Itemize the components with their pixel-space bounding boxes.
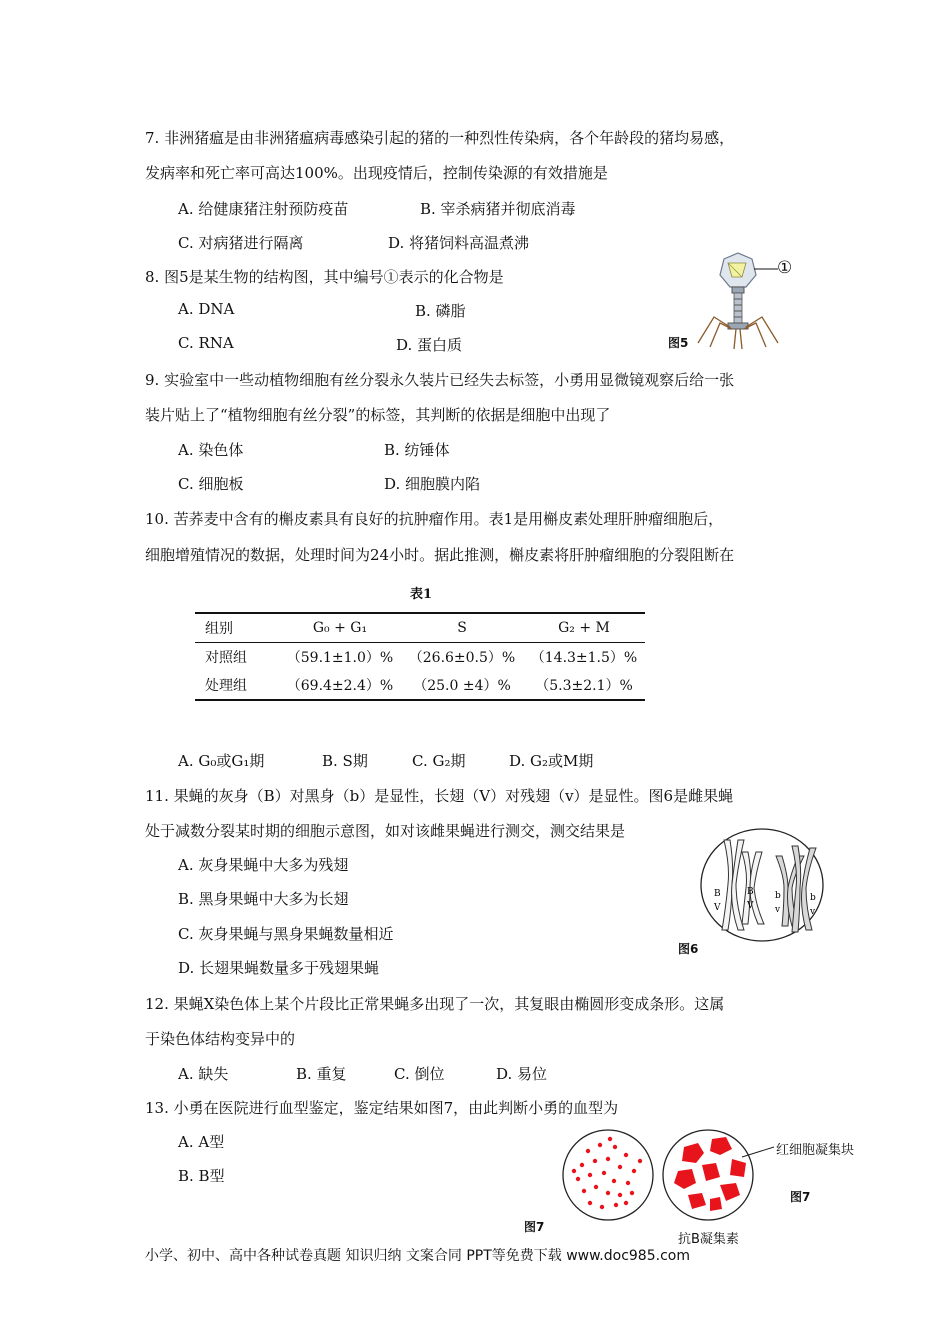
q9-stem-line2: 装片贴上了“植物细胞有丝分裂”的标签，其判断的依据是细胞中出现了: [145, 406, 611, 424]
q12-option-c: C. 倒位: [394, 1065, 445, 1083]
gene-label: b: [775, 891, 781, 901]
q13-stem: 13. 小勇在医院进行血型鉴定，鉴定结果如图7，由此判断小勇的血型为: [145, 1099, 619, 1117]
q8-option-d: D. 蛋白质: [396, 336, 463, 354]
q11-option-a: A. 灰身果蝇中大多为残翅: [178, 856, 349, 874]
q8-option-c: C. RNA: [178, 334, 234, 352]
q7-option-d: D. 将猪饲料高温煮沸: [388, 234, 530, 252]
table-cell: （5.3±2.1）%: [523, 671, 645, 700]
q9-option-d: D. 细胞膜内陷: [384, 475, 481, 493]
q10-option-c: C. G₂期: [412, 752, 466, 770]
q9-option-c: C. 细胞板: [178, 475, 244, 493]
q13-option-a: A. A型: [178, 1133, 225, 1151]
gene-label: B: [714, 889, 721, 899]
table-cell: 对照组: [205, 650, 247, 666]
q11-option-b: B. 黑身果蝇中大多为长翅: [178, 890, 349, 908]
q7-option-c: C. 对病猪进行隔离: [178, 234, 304, 252]
q7-option-a: A. 给健康猪注射预防疫苗: [178, 200, 349, 218]
table-header-cell: 组别: [195, 613, 279, 643]
table-header-row: [195, 613, 645, 643]
figure-7-label-left: 图7: [524, 1220, 545, 1234]
table-cell: （59.1±1.0）%: [286, 650, 394, 666]
cell-figure: [698, 826, 826, 944]
table-cell: （14.3±1.5）%: [530, 650, 638, 666]
q9-option-a: A. 染色体: [178, 441, 244, 459]
gene-label: v: [775, 905, 781, 915]
q11-option-c: C. 灰身果蝇与黑身果蝇数量相近: [178, 925, 394, 943]
gene-label: v: [810, 907, 816, 917]
table-row: [195, 643, 645, 672]
q12-stem-line2: 于染色体结构变异中的: [145, 1030, 296, 1048]
q10-option-b: B. S期: [322, 752, 368, 770]
q7-stem-line2: 发病率和死亡率可高达100%。出现疫情后，控制传染源的有效措施是: [145, 164, 608, 182]
gene-label: B: [747, 887, 754, 897]
table-1-title: 表1: [410, 587, 433, 602]
table-cell: （69.4±2.4）%: [279, 671, 401, 700]
table-header-cell: S: [401, 613, 523, 643]
table-header-cell: G₀ + G₁: [279, 613, 401, 643]
q11-option-d: D. 长翅果蝇数量多于残翅果蝇: [178, 959, 380, 977]
table-header-cell: G₂ + M: [523, 613, 645, 643]
figure-5-label: 图5: [668, 336, 689, 350]
q10-option-a: A. G₀或G₁期: [178, 752, 265, 770]
q9-option-b: B. 纺锤体: [384, 441, 450, 459]
table-cell: （25.0 ±4）%: [401, 671, 523, 700]
q11-stem-line2: 处于减数分裂某时期的细胞示意图，如对该雌果蝇进行测交，测交结果是: [145, 822, 626, 840]
q12-option-a: A. 缺失: [178, 1065, 229, 1083]
table-row: [195, 671, 645, 700]
q7-option-b: B. 宰杀病猪并彻底消毒: [420, 200, 576, 218]
blood-test-figure: [560, 1125, 780, 1225]
figure-6-label: 图6: [678, 942, 699, 956]
q11-stem-line1: 11. 果蝇的灰身（B）对黑身（b）是显性，长翅（V）对残翅（v）是显性。图6是雌果蝇: [145, 787, 734, 805]
q8-stem: 8. 图5是某生物的结构图，其中编号①表示的化合物是: [145, 268, 504, 286]
q10-stem-line1: 10. 苦荞麦中含有的槲皮素具有良好的抗肿瘤作用。表1是用槲皮素处理肝肿瘤细胞后，: [145, 510, 724, 528]
q10-option-d: D. G₂或M期: [509, 752, 594, 770]
phage-marker-1: ①: [777, 258, 793, 278]
q12-option-d: D. 易位: [496, 1065, 548, 1083]
q8-option-a: A. DNA: [178, 300, 235, 318]
serum-label: 抗B凝集素: [678, 1232, 739, 1247]
phage-head: [720, 253, 756, 287]
q12-stem-line1: 12. 果蝇X染色体上某个片段比正常果蝇多出现了一次，其复眼由椭圆形变成条形。这属: [145, 995, 725, 1013]
table-1: [195, 612, 645, 701]
q9-stem-line1: 9. 实验室中一些动植物细胞有丝分裂永久装片已经失去标签，小勇用显微镜观察后给一张: [145, 371, 735, 389]
table-cell: 处理组: [195, 671, 279, 700]
figure-7-label-right: 图7: [790, 1190, 811, 1204]
q10-stem-line2: 细胞增殖情况的数据，处理时间为24小时。据此推测，槲皮素将肝肿瘤细胞的分裂阻断在: [145, 546, 735, 564]
chromosome-pair-left: [722, 840, 764, 930]
gene-label: b: [810, 893, 816, 903]
clump-label: 红细胞凝集块: [776, 1143, 855, 1158]
q13-option-b: B. B型: [178, 1167, 225, 1185]
gene-label: V: [747, 901, 754, 911]
blood-drop-dispersed: [563, 1130, 653, 1220]
footer-text: 小学、初中、高中各种试卷真题 知识归纳 文案合同 PPT等免费下载 www.doc985.com: [145, 1248, 690, 1264]
table-cell: （26.6±0.5）%: [408, 650, 516, 666]
q12-option-b: B. 重复: [296, 1065, 347, 1083]
phage-tail: [728, 287, 748, 329]
q8-option-b: B. 磷脂: [415, 302, 466, 320]
q7-stem-line1: 7. 非洲猪瘟是由非洲猪瘟病毒感染引起的猪的一种烈性传染病，各个年龄段的猪均易感，: [145, 129, 735, 147]
gene-label: V: [714, 903, 721, 913]
